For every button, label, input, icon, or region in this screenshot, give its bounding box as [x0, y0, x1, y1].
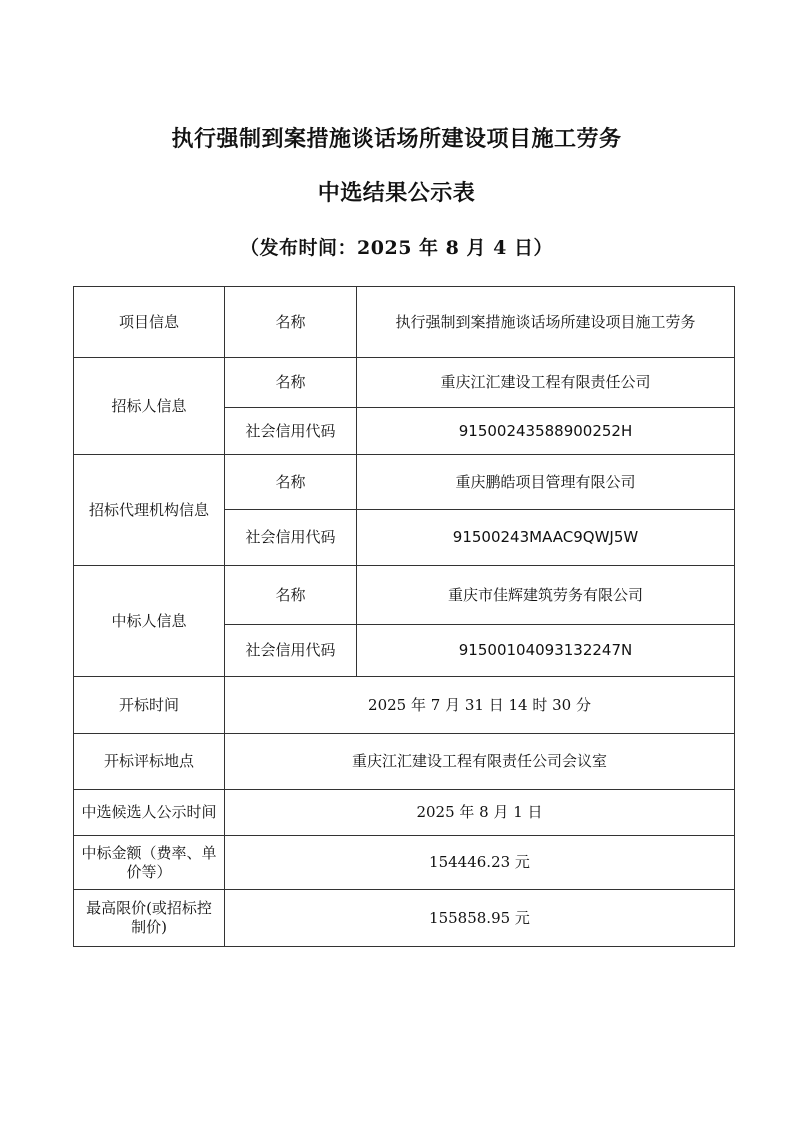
table-row-project	[74, 287, 735, 358]
project-name-value: 执行强制到案措施谈话场所建设项目施工劳务	[357, 287, 735, 358]
agency-label: 招标代理机构信息	[74, 455, 225, 566]
table-row-agency-name	[74, 455, 735, 510]
table-row-opening-place	[74, 734, 735, 790]
table-row-tenderer-name	[74, 358, 735, 408]
project-name-field: 名称	[225, 287, 357, 358]
publicity-time-value: 2025 年 8 月 1 日	[225, 790, 735, 836]
agency-code-value: 91500243MAAC9QWJ5W	[357, 510, 735, 566]
opening-place-label: 开标评标地点	[74, 734, 225, 790]
tenderer-name-value: 重庆江汇建设工程有限责任公司	[357, 358, 735, 408]
opening-time-value: 2025 年 7 月 31 日 14 时 30 分	[225, 677, 735, 734]
tenderer-code-field: 社会信用代码	[225, 408, 357, 455]
publish-date: （发布时间：2025 年 8 月 4 日）	[240, 237, 553, 259]
agency-code-field: 社会信用代码	[225, 510, 357, 566]
table-row-opening-time	[74, 677, 735, 734]
winner-name-field: 名称	[225, 566, 357, 625]
bid-amount-label: 中标金额（费率、单价等）	[74, 836, 225, 890]
max-price-label: 最高限价(或招标控制价)	[74, 890, 225, 947]
result-table	[73, 286, 735, 947]
document-title: 执行强制到案措施谈话场所建设项目施工劳务	[171, 126, 622, 152]
publicity-time-label: 中选候选人公示时间	[74, 790, 225, 836]
table-row-winner-name	[74, 566, 735, 625]
opening-place-value: 重庆江汇建设工程有限责任公司会议室	[225, 734, 735, 790]
agency-name-value: 重庆鹏皓项目管理有限公司	[357, 455, 735, 510]
bid-amount-value: 154446.23 元	[225, 836, 735, 890]
table-row-bid-amount	[74, 836, 735, 890]
winner-label: 中标人信息	[74, 566, 225, 677]
table-row-publicity-time	[74, 790, 735, 836]
agency-name-field: 名称	[225, 455, 357, 510]
project-label: 项目信息	[74, 287, 225, 358]
winner-code-field: 社会信用代码	[225, 625, 357, 677]
tenderer-label: 招标人信息	[74, 358, 225, 455]
document-subtitle: 中选结果公示表	[317, 180, 476, 206]
opening-time-label: 开标时间	[74, 677, 225, 734]
tenderer-code-value: 91500243588900252H	[357, 408, 735, 455]
table-row-max-price	[74, 890, 735, 947]
tenderer-name-field: 名称	[225, 358, 357, 408]
winner-name-value: 重庆市佳辉建筑劳务有限公司	[357, 566, 735, 625]
max-price-value: 155858.95 元	[225, 890, 735, 947]
winner-code-value: 91500104093132247N	[357, 625, 735, 677]
